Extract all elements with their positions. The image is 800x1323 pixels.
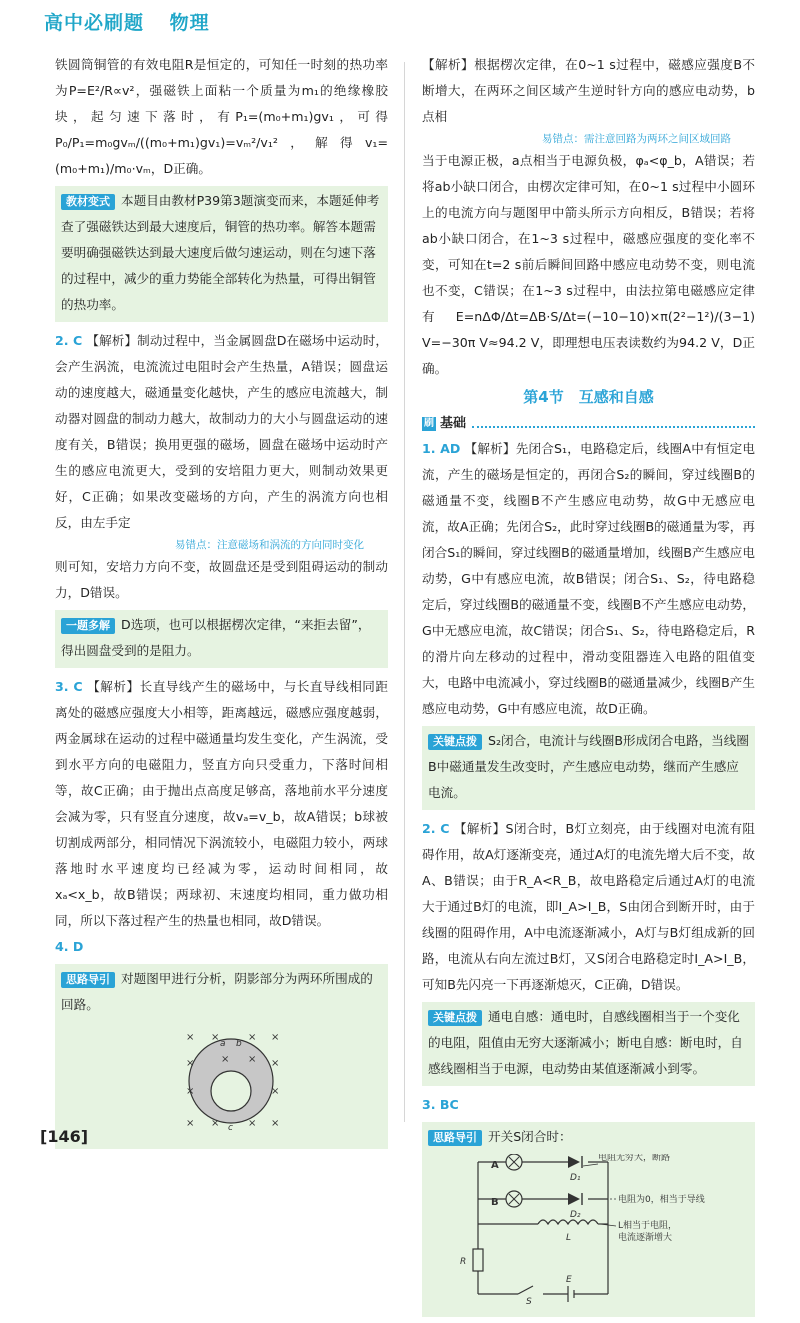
q2-text: 【解析】制动过程中，当金属圆盘D在磁场中运动时，会产生涡流，电流流过电阻时会产生热量，A错误；圆盘运动的速度越大，磁通量变化越快，产生的感应电流越大，制动器对圆盘的制动力越大，故制动力的大小与圆盘运动的速度有关，B错误；换用更强的磁场，圆盘在磁场中运动时产生的感应电流更大，受到的安培阻力更大，则制动效果更好，C正确；如果改变磁场的方向，产生的涡流方向也相反，由左手定 xyxy=(55,333,388,530)
right-paragraph-2: 当于电源正极，a点相当于电源负极，φₐ<φ_b，A错误；若将ab小缺口闭合，由楞次定律可知，在0~1 s过程中小圆环上的电流方向与题图甲中箭头所示方向相反，B错误；若将ab小缺口闭合，在1~3 s过程中，磁感应强度的变化率不变，可知在t=2 s前后瞬间回路中感应电动势不变，则电流也不变，C错误；在1~3 s过程中，由法拉第电磁感应定律有E=nΔΦ/Δt=ΔB·S/Δt=(−10−10)×π(2²−1²)/(3−1) V=−30π V≈94.2 V，即理想电压表读数约为94.2 V，D正确。 xyxy=(422,153,755,376)
svg-text:×: × xyxy=(186,1058,195,1069)
svg-text:×: × xyxy=(221,1054,230,1065)
label-s: S xyxy=(526,1297,532,1304)
ring-diagram xyxy=(176,1026,382,1145)
right-paragraph-1: 【解析】根据楞次定律，在0~1 s过程中，磁感应强度B不断增大，在两环之间区域产生逆时针方向的感应电动势，b点相 xyxy=(422,57,755,124)
left-paragraph-1: 铁圆筒铜管的有效电阻R是恒定的，可知任一时刻的热功率为P=E²/R∝v²，强磁铁上面粘一个质量为m₁的绝缘橡胶块，起匀速下落时，有P₁=(m₀+m₁)gv₁，可得P₀/P₁=m₀gvₘ/((m₀+m₁)gv₁)=vₘ²/v₁²，解得v₁=(m₀+m₁)/m₀·vₘ，D正确。 xyxy=(55,57,388,176)
subsection-dots xyxy=(472,426,755,428)
q3-text: 【解析】长直导线产生的磁场中，与长直导线相同距离处的磁感应强度大小相等，距离越远，磁感应强度越弱，两金属球在运动的过程中磁通量均发生变化，产生涡流，受到水平方向的电磁阻力，竖直方向只受重力，下落时间相等，故C正确；由于抛出点高度足够高，落地前水平分速度会减为零，只有竖直分速度，故vₐ=v_b，故A错误；b球被切割成两部分，相同情况下涡流较小，电磁阻力较小，两球落地时水平速度均已经减为零，运动时间相同，故xₐ<x_b，故B错误；两球初、末速度均相同，重力做功相同，所以下落过程产生的热量也相同，故D错误。 xyxy=(55,679,388,928)
tag-thinking-guide: 思路导引 xyxy=(61,972,115,988)
inner-ring xyxy=(211,1071,251,1111)
label-lamp-a: A xyxy=(491,1160,499,1171)
ring-diagram-svg xyxy=(176,1026,286,1136)
svg-text:×: × xyxy=(271,1118,280,1129)
textbook-variant-text: 本题目由教材P39第3题演变而来，本题延伸考查了强磁铁达到最大速度后，铜管的热功率。解答本题需要明确强磁铁达到最大速度后做匀速运动，则在匀速下落的过程中，减少的重力势能全部转化为热量，可得出铜管的热功率。 xyxy=(61,193,380,312)
r-q1-text: 【解析】先闭合S₁，电路稳定后，线圈A中有恒定电流，产生的磁场是恒定的，再闭合S₂的瞬间，穿过线圈B的磁通量不变，线圈B不产生感应电动势，故G中无感应电流，故A正确；先闭合S₂，此时穿过线圈B的磁通量为零，再闭合S₁的瞬间，穿过线圈B的磁通量增加，线圈B产生感应电动势，G中有感应电流，故B错误；闭合S₁、S₂，待电路稳定后，穿过线圈B的磁通量不变，线圈B不产生感应电动势，G中无感应电流，故C错误；闭合S₁、S₂，待电路稳定后，R的滑片向左移动的过程中，滑动变阻器连入电路的阻值变大，电路中电流减小，穿过线圈B的磁通量减少，线圈B产生感应电动势，G中有感应电流，故D正确。 xyxy=(422,441,755,716)
multi-solution-text: D选项，也可以根据楞次定律，“来拒去留”，得出圆盘受到的是阻力。 xyxy=(61,617,371,658)
label-d1: D₁ xyxy=(570,1173,581,1183)
left-column xyxy=(55,52,388,1155)
label-a: a xyxy=(220,1039,226,1049)
svg-text:×: × xyxy=(186,1032,195,1043)
lamp-crosses xyxy=(509,1157,519,1204)
svg-text:×: × xyxy=(271,1032,280,1043)
label-d2: D₂ xyxy=(570,1210,581,1220)
subsection-label: 基础 xyxy=(440,416,467,431)
svg-text:×: × xyxy=(271,1086,280,1097)
subsection-header xyxy=(422,412,755,436)
r-q2-text: 【解析】S闭合时，B灯立刻亮，由于线圈对电流有阻碍作用，故A灯逐渐变亮，通过A灯的电流先增大后不变，故A、B错误；由于R_A<R_B，故电路稳定后通过A灯的电流大于通过B灯的电流，即I_A>I_B，S由闭合到断开时，由于线圈的阻碍作用，A中电流逐渐减小，A灯与B灯组成新的回路，电流从右向左流过B灯，又S闭合电路稳定时I_A>I_B，可知B先闪亮一下再逐渐熄灭，C正确，D错误。 xyxy=(422,821,755,992)
right-error-note: 易错点：需注意回路为两环之间区域回路 xyxy=(542,133,731,145)
label-c: c xyxy=(228,1123,233,1133)
tag-key-point-2: 关键点拨 xyxy=(428,1010,482,1026)
tag-thinking-guide-2: 思路导引 xyxy=(428,1130,482,1146)
arrow-d1 xyxy=(583,1164,598,1166)
key-point-text-1: S₂闭合，电流计与线圈B形成闭合电路，当线圈B中磁通量发生改变时，产生感应电动势，继而产生感应电流。 xyxy=(428,733,749,800)
note-l: L相当于电阻， xyxy=(618,1221,678,1231)
key-point-box-1 xyxy=(422,726,755,810)
r-q3-number: 3. BC xyxy=(422,1097,459,1112)
svg-text:×: × xyxy=(211,1032,220,1043)
note-d1: 电阻无穷大，断路 xyxy=(598,1154,671,1163)
q2-error-note: 易错点：注意磁场和涡流的方向同时变化 xyxy=(175,539,364,551)
tag-multi-solution: 一题多解 xyxy=(61,618,115,634)
section-title: 第4节 互感和自感 xyxy=(523,388,654,406)
svg-text:×: × xyxy=(248,1054,257,1065)
diode-d2 xyxy=(568,1193,582,1205)
book-title: 高中必刷题 xyxy=(44,12,145,34)
note-d2: 电阻为0，相当于导线 xyxy=(618,1195,705,1205)
q2-text-cont: 则可知，安培力方向不变，故圆盘还是受到阻碍运动的制动力，D错误。 xyxy=(55,559,388,600)
note-l2: 电流逐渐增大 xyxy=(618,1233,673,1243)
subsection-badge: 刷 xyxy=(424,418,434,429)
thinking-guide-text: 对题图甲进行分析，阴影部分为两环所围成的回路。 xyxy=(61,971,373,1012)
key-point-text-2: 通电自感：通电时，自感线圈相当于一个变化的电阻，阻值由无穷大逐渐减小；断电自感：断电时，自感线圈相当于电源，电动势由某值逐渐减小到零。 xyxy=(428,1009,743,1076)
svg-text:×: × xyxy=(186,1118,195,1129)
column-divider xyxy=(404,62,405,1122)
page-number: [146] xyxy=(40,1127,89,1146)
label-l: L xyxy=(566,1233,572,1243)
key-point-box-2 xyxy=(422,1002,755,1086)
tag-textbook-variant: 教材变式 xyxy=(61,194,115,210)
label-r: R xyxy=(460,1257,467,1267)
r-q2-number: 2. C xyxy=(422,821,450,836)
subject-title: 物理 xyxy=(169,12,210,34)
svg-text:×: × xyxy=(248,1118,257,1129)
thinking-guide-box xyxy=(55,964,388,1149)
label-lamp-b: B xyxy=(491,1197,499,1208)
multi-solution-box xyxy=(55,610,388,668)
svg-text:×: × xyxy=(248,1032,257,1043)
right-column xyxy=(422,52,755,1323)
label-e: E xyxy=(566,1275,572,1285)
label-b: b xyxy=(236,1039,242,1049)
page-header xyxy=(44,8,228,35)
svg-text:×: × xyxy=(186,1086,195,1097)
q2-number: 2. C xyxy=(55,333,83,348)
thinking-guide-box-2 xyxy=(422,1122,755,1317)
r-q1-number: 1. AD xyxy=(422,441,461,456)
thinking-guide-text-2: 开关S闭合时： xyxy=(488,1129,572,1144)
diode-d1 xyxy=(568,1156,582,1168)
circuit-svg xyxy=(458,1154,738,1304)
tag-key-point-1: 关键点拨 xyxy=(428,734,482,750)
q4-number: 4. D xyxy=(55,939,84,954)
q3-number: 3. C xyxy=(55,679,83,694)
svg-text:×: × xyxy=(211,1118,220,1129)
svg-text:×: × xyxy=(271,1058,280,1069)
textbook-variant-box xyxy=(55,186,388,322)
